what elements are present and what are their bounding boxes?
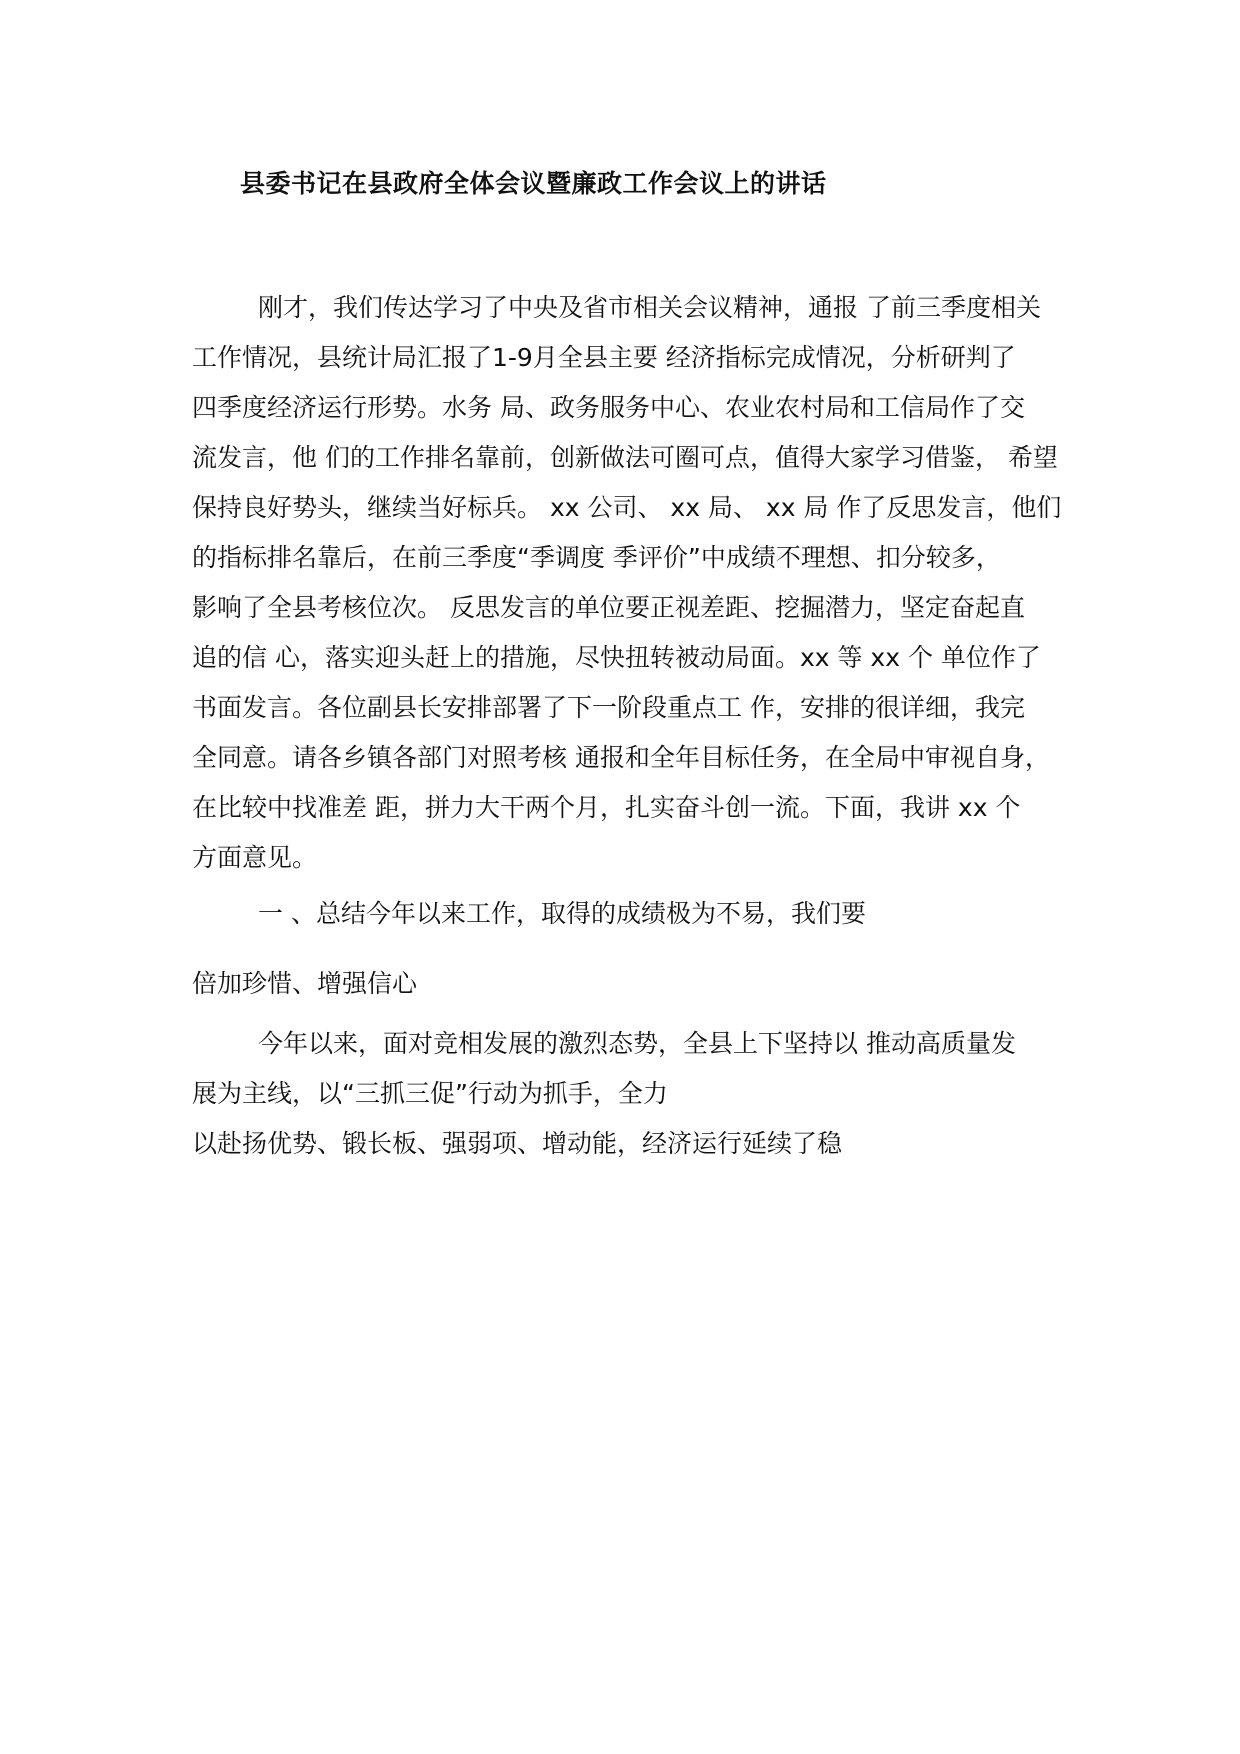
paragraph-1-line-4: 流发言，他 们的工作排名靠前，创新做法可圈可点，值得大家学习借鉴， 希望: [192, 443, 1058, 472]
paragraph-2-line-3: 以赴扬优势、锻长板、强弱项、增动能，经济运行延续了稳: [192, 1129, 843, 1158]
paragraph-1-line-6: 的指标排名靠后，在前三季度“季调度 季评价”中成绩不理想、扣分较多，: [192, 543, 1001, 572]
section-heading-line-1: 一 、总结今年以来工作，取得的成绩极为不易，我们要: [258, 899, 866, 928]
paragraph-1-line-7: 影响了全县考核位次。 反思发言的单位要正视差距、挖掘潜力，坚定奋起直: [192, 593, 1025, 622]
document-title: 县委书记在县政府全体会议暨廉政工作会议上的讲话: [240, 169, 827, 198]
paragraph-1-line-10: 全同意。请各乡镇各部门对照考核 通报和全年目标任务，在全局中审视自身，: [192, 743, 1050, 772]
paragraph-1-line-5: 保持良好势头，继续当好标兵。 xx 公司、 xx 局、 xx 局 作了反思发言，他们: [192, 493, 1062, 522]
paragraph-1-line-1: 刚才，我们传达学习了中央及省市相关会议精神，通报 了前三季度相关: [258, 293, 1041, 322]
paragraph-1-line-12: 方面意见。: [192, 843, 318, 872]
section-heading-line-2: 倍加珍惜、增强信心: [192, 969, 418, 998]
paragraph-2-line-1: 今年以来，面对竞相发展的激烈态势，全县上下坚持以 推动高质量发: [258, 1029, 1016, 1058]
paragraph-1-line-2: 工作情况，县统计局汇报了1-9月全县主要 经济指标完成情况，分析研判了: [192, 343, 1016, 372]
paragraph-1-line-11: 在比较中找准差 距，拼力大干两个月，扎实奋斗创一流。下面，我讲 xx 个: [192, 793, 1021, 822]
paragraph-2-line-2: 展为主线，以“三抓三促”行动为抓手，全力: [192, 1079, 668, 1108]
paragraph-1-line-3: 四季度经济运行形势。水务 局、政务服务中心、农业农村局和工信局作了交: [192, 393, 1025, 422]
paragraph-1-line-8: 追的信 心，落实迎头赶上的措施，尽快扭转被动局面。xx 等 xx 个 单位作了: [192, 643, 1041, 672]
paragraph-1-line-9: 书面发言。各位副县长安排部署了下一阶段重点工 作，安排的很详细，我完: [192, 693, 1025, 722]
